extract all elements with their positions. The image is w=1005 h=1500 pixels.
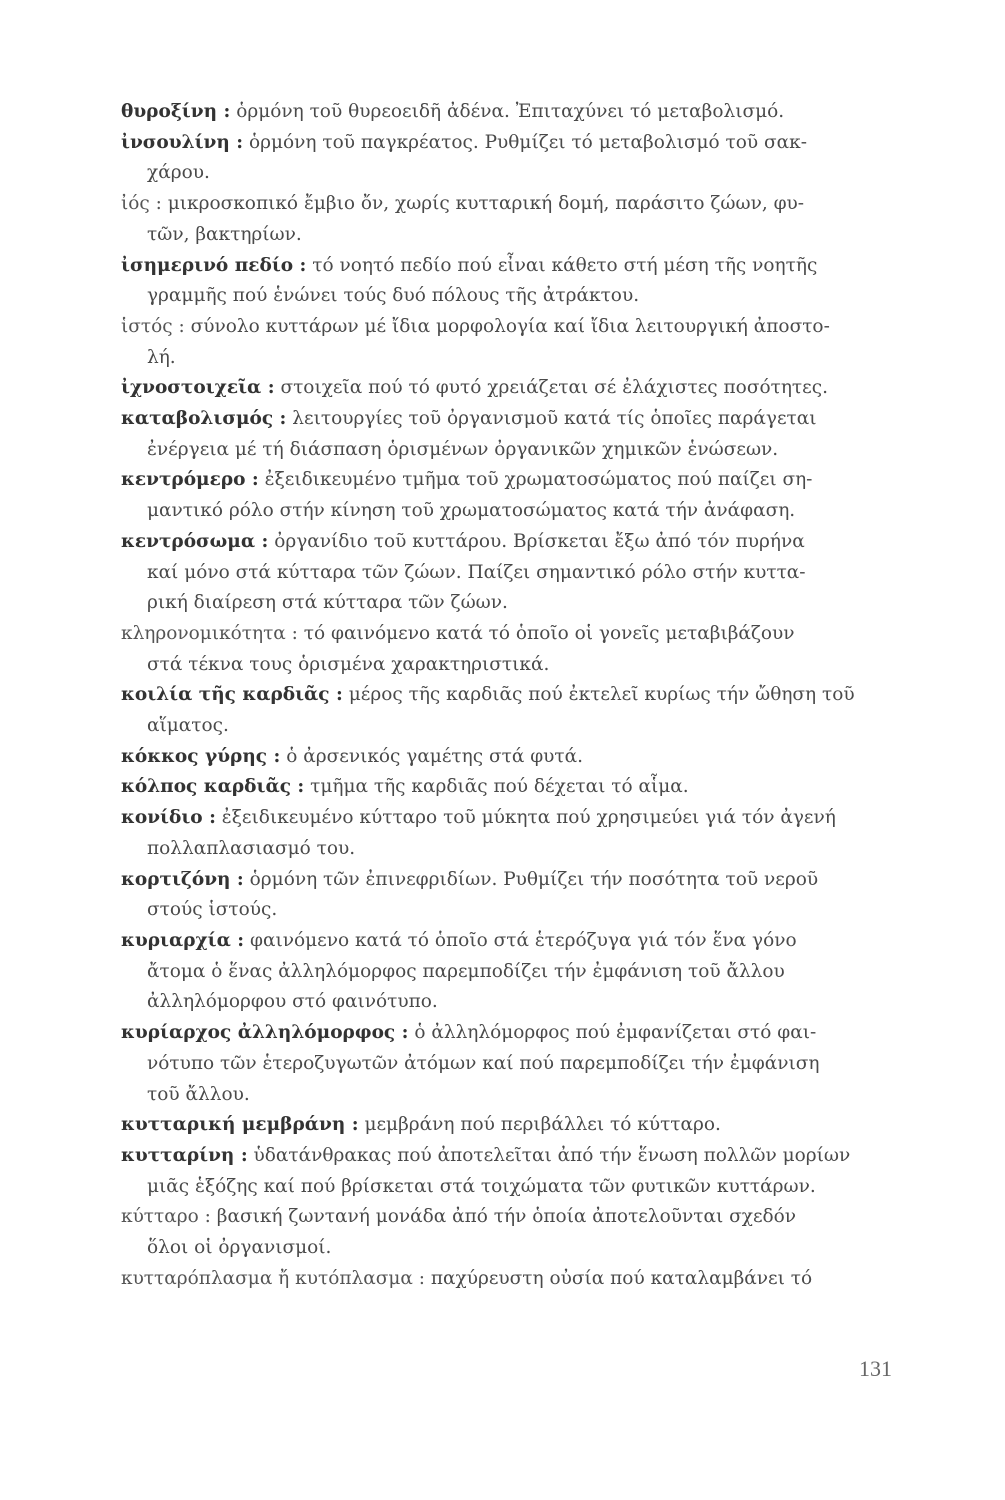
- page-number: 131: [859, 1356, 892, 1381]
- entry-first-line: [121, 865, 911, 896]
- entry-first-line: [121, 404, 911, 435]
- entry-definition-text: λή.: [147, 346, 176, 368]
- entry-term: κεντρόσωμα :: [121, 530, 269, 552]
- entry-definition-text: στούς ἱστούς.: [147, 899, 278, 921]
- entry-continuation-line: [121, 650, 911, 681]
- glossary-entry: [121, 97, 911, 128]
- glossary-entry: [121, 312, 911, 373]
- entry-first-line: [121, 527, 911, 558]
- entry-definition-text: μέρος τῆς καρδιᾶς πού ἐκτελεῖ κυρίως τήν ὤθηση τοῦ: [348, 684, 855, 706]
- entry-first-line: [121, 1202, 911, 1233]
- entry-continuation-line: [121, 834, 911, 865]
- entry-first-line: [121, 251, 911, 282]
- glossary-entry: [121, 1141, 911, 1202]
- entry-definition-text: ἀλληλόμορφου στό φαινότυπο.: [147, 991, 438, 1013]
- entry-definition-text: στοιχεῖα πού τό φυτό χρειάζεται σέ ἐλάχιστες ποσότητες.: [280, 377, 828, 399]
- entry-definition-text: μαντικό ρόλο στήν κίνηση τοῦ χρωματοσώματος κατά τήν ἀνάφαση.: [147, 500, 796, 522]
- entry-continuation-line: [121, 1172, 911, 1203]
- entry-definition-text: τό φαινόμενο κατά τό ὁποῖο οἱ γονεῖς μεταβιβάζουν: [303, 622, 795, 644]
- entry-definition-text: πολλαπλασιασμό του.: [147, 837, 356, 859]
- entry-definition-text: τοῦ ἄλλου.: [147, 1083, 250, 1105]
- entry-term: θυροξίνη :: [121, 101, 231, 122]
- entry-continuation-line: [121, 957, 911, 988]
- entry-definition-text: στά τέκνα τους ὁρισμένα χαρακτηριστικά.: [147, 653, 550, 675]
- entry-continuation-line: [121, 558, 911, 589]
- glossary-entry: [121, 404, 911, 465]
- entry-definition-text: βασική ζωντανή μονάδα ἀπό τήν ὁποία ἀποτελοῦνται σχεδόν: [216, 1206, 797, 1228]
- entry-first-line: [121, 742, 911, 773]
- entry-continuation-line: [121, 1080, 911, 1111]
- entry-term: κοιλία τῆς καρδιᾶς :: [121, 684, 343, 706]
- glossary-entry: [121, 926, 911, 1018]
- entry-continuation-line: [121, 281, 911, 312]
- entry-first-line: [121, 803, 911, 834]
- entry-term: κύτταρο :: [121, 1206, 211, 1228]
- entry-term: κυτταρόπλασμα ἤ κυτόπλασμα :: [121, 1267, 425, 1289]
- entry-definition-text: σύνολο κυττάρων μέ ἴδια μορφολογία καί ἴδια λειτουργική ἀποστο-: [190, 315, 830, 337]
- entry-term: κόλπος καρδιᾶς :: [121, 776, 305, 798]
- entry-definition-text: ρική διαίρεση στά κύτταρα τῶν ζώων.: [147, 592, 508, 614]
- glossary-entry: [121, 373, 911, 404]
- entry-definition-text: μικροσκοπικό ἔμβιο ὄν, χωρίς κυτταρική δομή, παράσιτο ζώων, φυ-: [167, 193, 805, 215]
- entry-first-line: [121, 772, 911, 803]
- entry-continuation-line: [121, 220, 911, 251]
- entry-continuation-line: [121, 158, 911, 189]
- entry-continuation-line: [121, 895, 911, 926]
- entry-continuation-line: [121, 588, 911, 619]
- entry-definition-text: τμῆμα τῆς καρδιᾶς πού δέχεται τό αἷμα.: [310, 776, 689, 798]
- entry-definition-text: ὁρμόνη τοῦ παγκρέατος. Ρυθμίζει τό μεταβολισμό τοῦ σακ-: [248, 131, 807, 153]
- entry-definition-text: χάρου.: [147, 162, 210, 184]
- entry-definition-text: ὁρμόνη τοῦ θυρεοειδῆ ἀδένα. Ἐπιταχύνει τό μεταβολισμό.: [236, 101, 785, 122]
- entry-term: κόκκος γύρης :: [121, 745, 281, 767]
- entry-term: ἰός :: [121, 193, 162, 215]
- glossary-entry: [121, 128, 911, 189]
- entry-definition-text: ὅλοι οἱ ὀργανισμοί.: [147, 1237, 332, 1259]
- entry-definition-text: ὁρμόνη τῶν ἐπινεφριδίων. Ρυθμίζει τήν ποσότητα τοῦ νεροῦ: [249, 868, 819, 890]
- glossary-entry: [121, 772, 911, 803]
- entry-term: κονίδιο :: [121, 807, 216, 829]
- entry-definition-text: αἵματος.: [147, 715, 229, 737]
- glossary-entry: [121, 680, 911, 741]
- entry-definition-text: τό νοητό πεδίο πού εἶναι κάθετο στή μέση τῆς νοητῆς: [312, 254, 818, 276]
- entry-first-line: [121, 97, 911, 128]
- entry-term: καταβολισμός :: [121, 408, 287, 430]
- entry-definition-text: ὑδατάνθρακας πού ἀποτελεῖται ἀπό τήν ἕνωση πολλῶν μορίων: [253, 1144, 851, 1166]
- entry-term: κυτταρίνη :: [121, 1144, 248, 1166]
- entry-definition-text: παχύρευστη οὐσία πού καταλαμβάνει τό: [430, 1267, 813, 1289]
- entry-first-line: [121, 1264, 911, 1295]
- entry-first-line: [121, 465, 911, 496]
- glossary-entry: [121, 527, 911, 619]
- entry-term: ἰνσουλίνη :: [121, 131, 244, 153]
- entry-definition-text: ἐξειδικευμένο τμῆμα τοῦ χρωματοσώματος πού παίζει ση-: [264, 469, 813, 491]
- entry-definition-text: ὁ ἀρσενικός γαμέτης στά φυτά.: [286, 745, 584, 767]
- glossary-entry: [121, 803, 911, 864]
- glossary-entry: [121, 465, 911, 526]
- glossary-entry: [121, 1018, 911, 1110]
- entry-continuation-line: [121, 435, 911, 466]
- entry-term: κυρίαρχος ἀλληλόμορφος :: [121, 1022, 409, 1044]
- glossary-entry: [121, 1110, 911, 1141]
- glossary-entry: [121, 742, 911, 773]
- entry-continuation-line: [121, 987, 911, 1018]
- entry-definition-text: φαινόμενο κατά τό ὁποῖο στά ἑτερόζυγα γιά τόν ἕνα γόνο: [250, 929, 797, 951]
- entry-first-line: [121, 619, 911, 650]
- entry-term: κληρονομικότητα :: [121, 622, 298, 644]
- entry-first-line: [121, 128, 911, 159]
- glossary-entry: [121, 865, 911, 926]
- entry-definition-text: ἄτομα ὁ ἕνας ἀλληλόμορφος παρεμποδίζει τήν ἐμφάνιση τοῦ ἄλλου: [147, 960, 785, 982]
- entry-definition-text: λειτουργίες τοῦ ὀργανισμοῦ κατά τίς ὁποῖες παράγεται: [292, 408, 817, 430]
- entry-first-line: [121, 680, 911, 711]
- entry-term: ἱστός :: [121, 315, 185, 337]
- entry-first-line: [121, 312, 911, 343]
- entry-definition-text: ὀργανίδιο τοῦ κυττάρου. Βρίσκεται ἔξω ἀπό τόν πυρήνα: [274, 530, 805, 552]
- entry-definition-text: μεμβράνη πού περιβάλλει τό κύτταρο.: [364, 1114, 721, 1136]
- entry-definition-text: ὁ ἀλληλόμορφος πού ἐμφανίζεται στό φαι-: [414, 1022, 817, 1044]
- entry-definition-text: μιᾶς ἑξόζης καί πού βρίσκεται στά τοιχώματα τῶν φυτικῶν κυττάρων.: [147, 1175, 816, 1197]
- entry-continuation-line: [121, 1049, 911, 1080]
- entry-term: ἰχνοστοιχεῖα :: [121, 377, 275, 399]
- entry-term: ἰσημερινό πεδίο :: [121, 254, 307, 276]
- entry-term: κυριαρχία :: [121, 929, 245, 951]
- glossary-entry: [121, 1202, 911, 1263]
- glossary-entry: [121, 251, 911, 312]
- entry-first-line: [121, 1141, 911, 1172]
- glossary-entry: [121, 619, 911, 680]
- glossary-entry: [121, 189, 911, 250]
- entry-first-line: [121, 1018, 911, 1049]
- entry-definition-text: τῶν, βακτηρίων.: [147, 223, 302, 245]
- entry-definition-text: ἐνέργεια μέ τή διάσπαση ὁρισμένων ὀργανικῶν χημικῶν ἑνώσεων.: [147, 438, 779, 460]
- entry-term: κυτταρική μεμβράνη :: [121, 1114, 359, 1136]
- glossary-entry: [121, 1264, 911, 1295]
- entry-definition-text: ἐξειδικευμένο κύτταρο τοῦ μύκητα πού χρησιμεύει γιά τόν ἀγενή: [221, 807, 836, 829]
- entry-continuation-line: [121, 496, 911, 527]
- entry-first-line: [121, 1110, 911, 1141]
- entry-term: κορτιζόνη :: [121, 868, 244, 890]
- entry-continuation-line: [121, 711, 911, 742]
- entry-definition-text: καί μόνο στά κύτταρα τῶν ζώων. Παίζει σημαντικό ρόλο στήν κυττα-: [147, 561, 806, 583]
- glossary: [121, 97, 911, 1294]
- entry-definition-text: νότυπο τῶν ἑτεροζυγωτῶν ἀτόμων καί πού παρεμποδίζει τήν ἐμφάνιση: [147, 1052, 820, 1074]
- entry-continuation-line: [121, 1233, 911, 1264]
- entry-definition-text: γραμμῆς πού ἑνώνει τούς δυό πόλους τῆς ἀτράκτου.: [147, 285, 640, 307]
- entry-term: κεντρόμερο :: [121, 469, 259, 491]
- entry-first-line: [121, 373, 911, 404]
- entry-first-line: [121, 189, 911, 220]
- entry-continuation-line: [121, 343, 911, 374]
- entry-first-line: [121, 926, 911, 957]
